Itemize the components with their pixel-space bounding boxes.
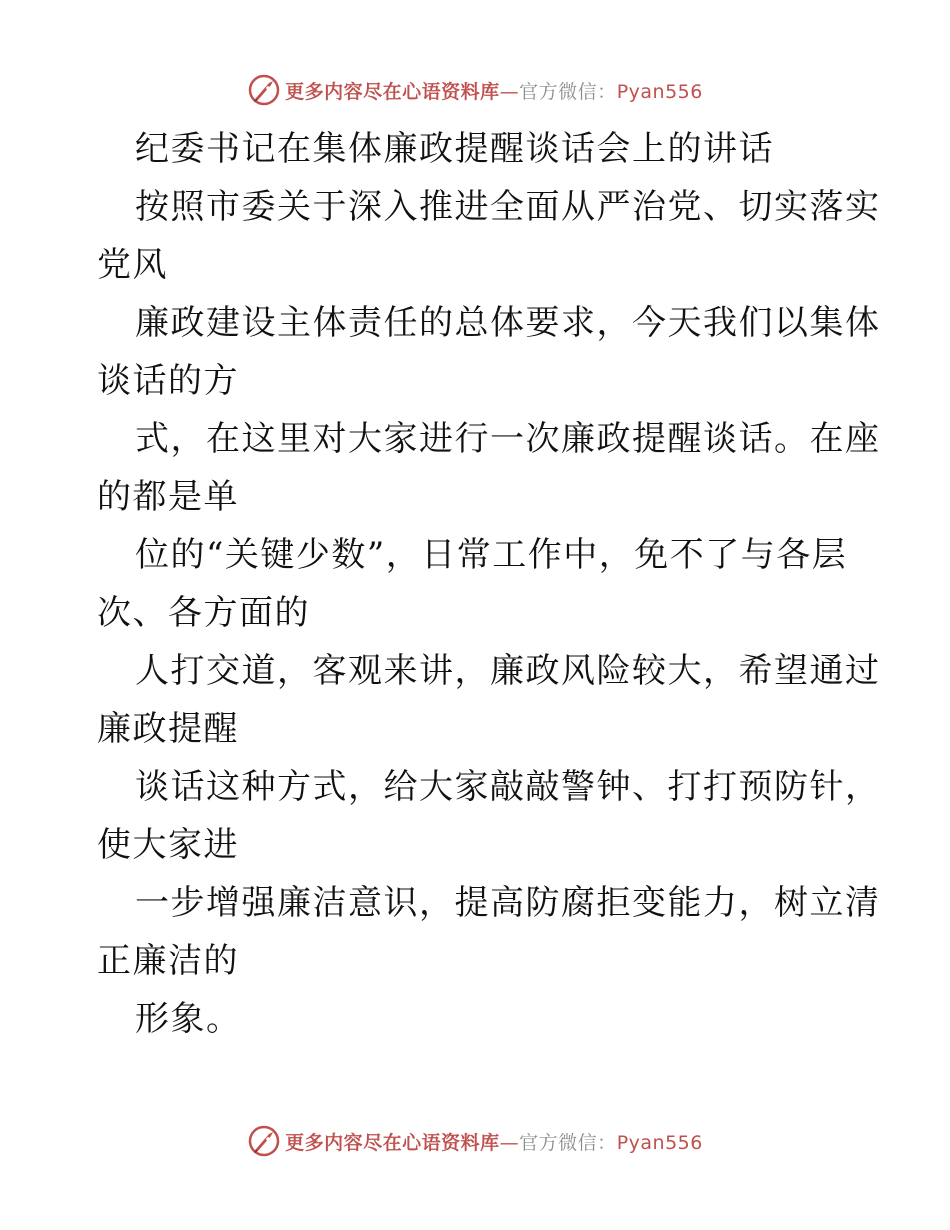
paragraph-line: 使大家进 — [97, 825, 239, 865]
paragraph-line: 次、各方面的 — [97, 593, 310, 633]
footer-wechat-label: 官方微信： — [519, 1131, 617, 1154]
header-wechat-label: 官方微信： — [519, 80, 617, 103]
paragraph-line: 式，在这里对大家进行一次廉政提醒谈话。在座 — [135, 419, 881, 459]
paragraph-line: 人打交道，客观来讲，廉政风险较大，希望通过 — [135, 651, 881, 691]
paragraph-line: 按照市委关于深入推进全面从严治党、切实落实 — [135, 187, 881, 227]
header-dash: — — [499, 80, 520, 103]
footer-wechat-id: Pyan556 — [616, 1131, 703, 1154]
header-promo-text: 更多内容尽在心语资料库 — [285, 80, 500, 103]
paragraph-line: 形象。 — [135, 999, 242, 1039]
footer-banner — [0, 1121, 950, 1161]
paragraph-line: 谈话的方 — [97, 361, 239, 401]
paragraph-line: 党风 — [97, 245, 168, 285]
quill-pen-logo-icon — [247, 73, 281, 107]
paragraph-line: 位的“关键少数”，日常工作中，免不了与各层 — [135, 535, 848, 575]
paragraph-line: 谈话这种方式，给大家敲敲警钟、打打预防针， — [135, 767, 881, 807]
footer-dash: — — [499, 1131, 520, 1154]
footer-promo-text: 更多内容尽在心语资料库 — [285, 1131, 500, 1154]
document-title: 纪委书记在集体廉政提醒谈话会上的讲话 — [135, 129, 774, 169]
paragraph-line: 一步增强廉洁意识，提高防腐拒变能力，树立清 — [135, 883, 881, 923]
paragraph-line: 廉政建设主体责任的总体要求，今天我们以集体 — [135, 303, 881, 343]
quill-pen-logo-icon — [247, 1124, 281, 1158]
header-wechat-id: Pyan556 — [616, 80, 703, 103]
paragraph-line: 的都是单 — [97, 477, 239, 517]
header-banner-text — [285, 77, 703, 104]
header-banner — [0, 70, 950, 110]
paragraph-line: 廉政提醒 — [97, 709, 239, 749]
footer-banner-text — [285, 1128, 703, 1155]
document-body — [97, 120, 881, 1048]
paragraph-line: 正廉洁的 — [97, 941, 239, 981]
